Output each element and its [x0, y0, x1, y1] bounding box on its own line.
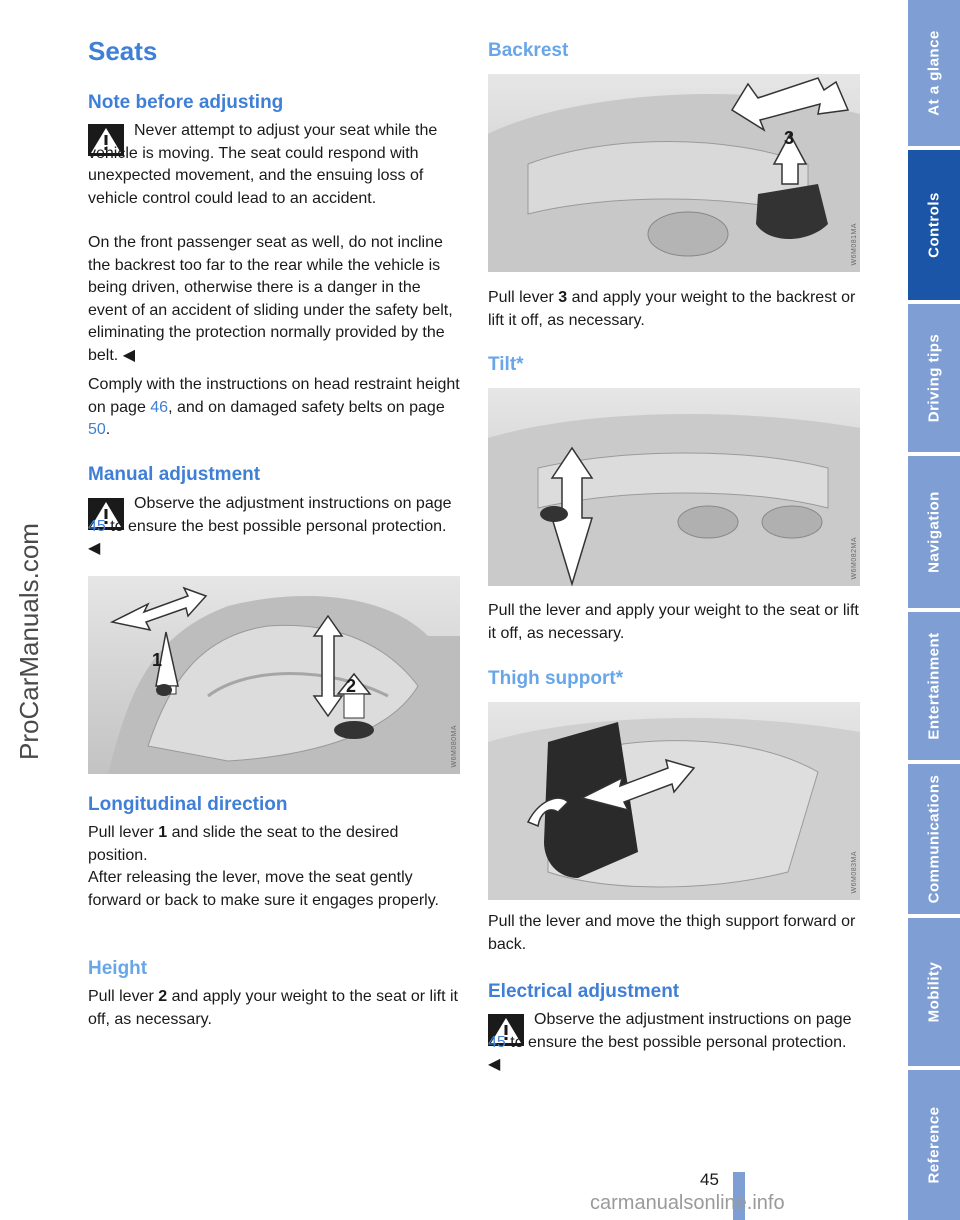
note-heading: Note before adjusting [88, 92, 284, 113]
figure-code: W6M081MA [851, 223, 858, 266]
tab-mobility[interactable]: Mobility [908, 918, 960, 1066]
seat-figure-thigh-support [488, 702, 860, 900]
side-watermark: ProCarManuals.com [14, 523, 44, 760]
seat-figure-backrest [488, 74, 860, 272]
figure-code: W6M080MA [451, 725, 458, 768]
height-heading: Height [88, 958, 148, 979]
tab-entertainment[interactable]: Entertainment [908, 612, 960, 760]
note-paragraph-1: Never attempt to adjust your seat while the vehicle is moving. The seat could respond with unexpected movement, and the ensuing loss of vehicle control could lead to an accident. [88, 122, 438, 207]
seat-figure-tilt [488, 388, 860, 586]
page-title: Seats [88, 36, 158, 66]
electrical-adjustment-heading: Electrical adjustment [488, 981, 680, 1002]
section-tabs [908, 0, 960, 1220]
tab-navigation[interactable]: Navigation [908, 456, 960, 608]
tab-communications[interactable]: Communications [908, 764, 960, 914]
tab-reference[interactable]: Reference [908, 1070, 960, 1220]
lever-3-label: 3 [784, 128, 795, 148]
tab-at-a-glance[interactable]: At a glance [908, 0, 960, 146]
seat-figure-manual [88, 576, 460, 774]
manual-adjustment-heading: Manual adjustment [88, 464, 261, 485]
backrest-heading: Backrest [488, 40, 569, 61]
tilt-heading: Tilt* [488, 354, 524, 375]
page-number: 45 [700, 1170, 719, 1189]
tab-driving-tips[interactable]: Driving tips [908, 304, 960, 452]
lever-2-label: 2 [346, 676, 357, 696]
thigh-support-paragraph: Pull the lever and move the thigh support forward or back. [488, 913, 856, 953]
tilt-paragraph: Pull the lever and apply your weight to the seat or lift it off, as necessary. [488, 602, 859, 642]
page-link-45[interactable]: 45 [488, 1033, 506, 1051]
footer-watermark: carmanualsonline.info [590, 1192, 785, 1214]
note-paragraph-2: On the front passenger seat as well, do not incline the backrest too far to the rear while the vehicle is being driven, otherwise there is a danger in the event of an accident of sliding under the safety belt, eliminating the protection normally provided by the belt. ◀ [88, 234, 453, 364]
backrest-paragraph: Pull lever 3 and apply your weight to the backrest or lift it off, as necessary. [488, 289, 856, 329]
page-link-45[interactable]: 45 [88, 517, 106, 535]
page-link-50[interactable]: 50 [88, 421, 106, 438]
manual-adjustment-paragraph: Observe the adjustment instructions on page 45 to ensure the best possible personal protection. ◀ [88, 495, 452, 557]
figure-code: W6M083MA [851, 851, 858, 894]
tab-controls[interactable]: Controls [908, 150, 960, 300]
figure-code: W6M082MA [851, 537, 858, 580]
longitudinal-paragraph-1: Pull lever 1 and slide the seat to the desired position. [88, 824, 399, 864]
page-link-46[interactable]: 46 [150, 398, 169, 416]
longitudinal-heading: Longitudinal direction [88, 794, 288, 815]
height-paragraph: Pull lever 2 and apply your weight to the seat or lift it off, as necessary. [88, 988, 458, 1028]
comply-paragraph: Comply with the instructions on head restraint height on page 46, and on damaged safety belts on page 50. [88, 376, 460, 438]
longitudinal-paragraph-2: After releasing the lever, move the seat gently forward or back to make sure it engages properly. [88, 869, 439, 909]
thigh-support-heading: Thigh support* [488, 668, 624, 689]
lever-1-label: 1 [152, 650, 163, 670]
electrical-adjustment-paragraph: Observe the adjustment instructions on page 45 to ensure the best possible personal protection. ◀ [488, 1011, 852, 1073]
